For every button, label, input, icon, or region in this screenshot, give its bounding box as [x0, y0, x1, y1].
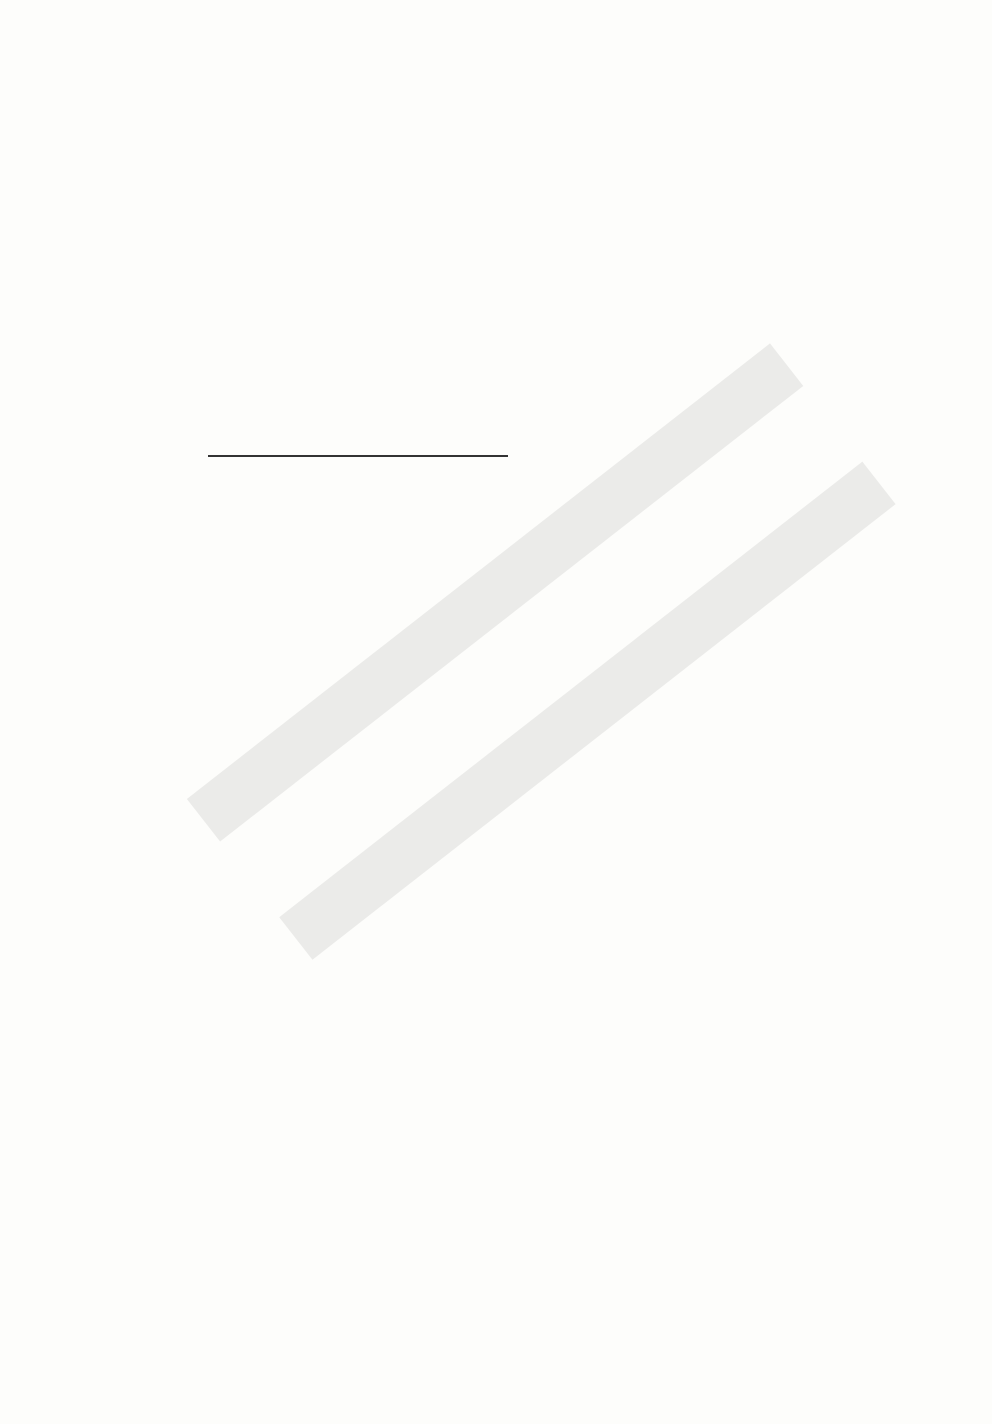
day-heading: [191, 496, 511, 511]
section-rule: [208, 455, 508, 457]
watermark-text: [279, 462, 862, 918]
watermark-stamp: [131, 272, 948, 1027]
watermark-text: [187, 343, 770, 799]
